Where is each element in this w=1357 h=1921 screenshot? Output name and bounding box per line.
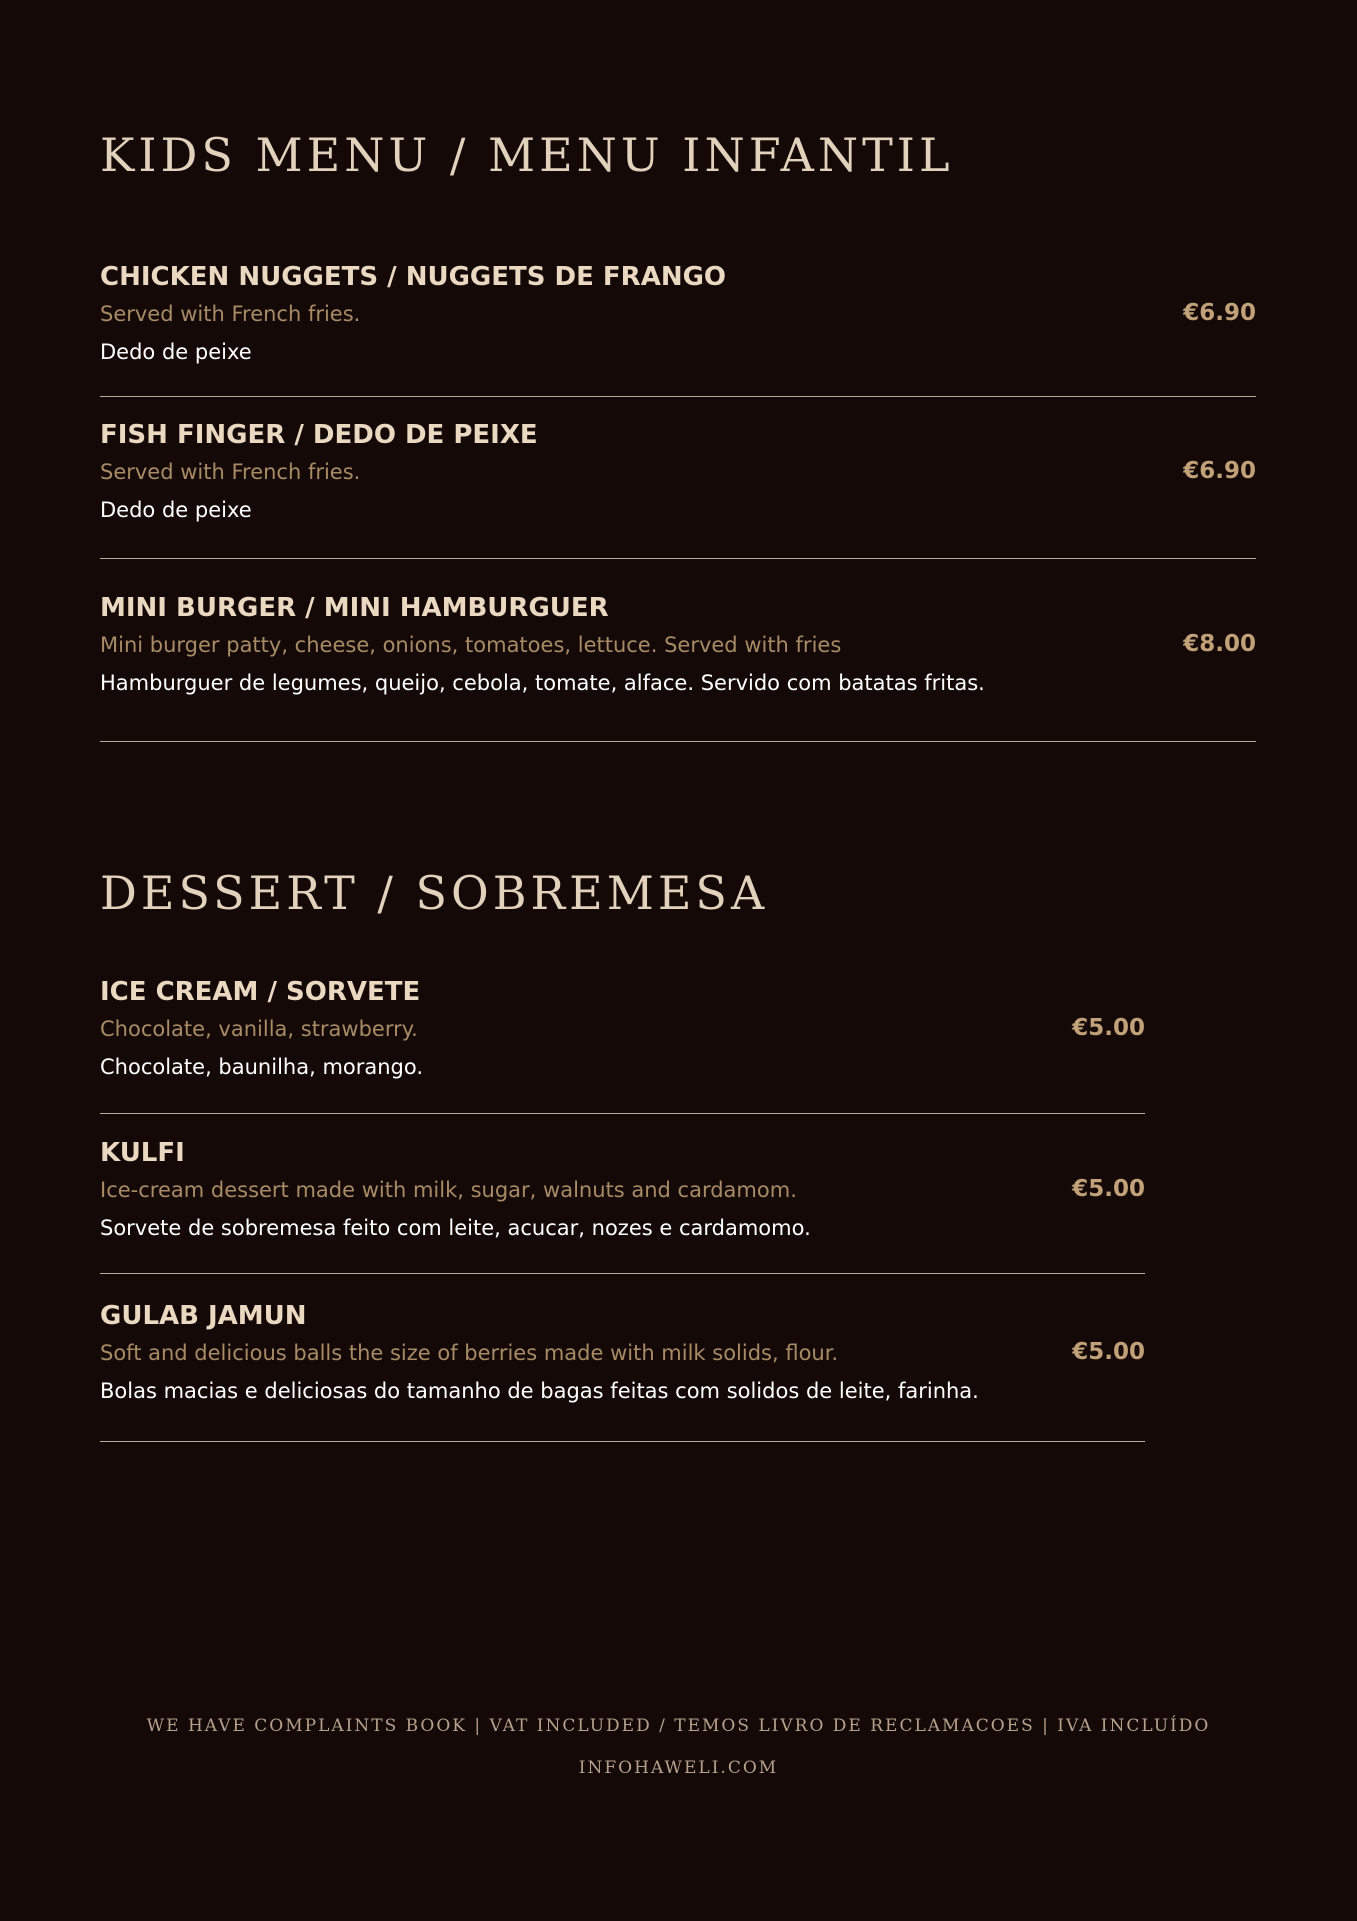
item-description-pt: Dedo de peixe bbox=[100, 340, 252, 364]
item-name: FISH FINGER / DEDO DE PEIXE bbox=[100, 420, 538, 450]
item-description-pt: Sorvete de sobremesa feito com leite, acucar, nozes e cardamomo. bbox=[100, 1216, 811, 1240]
item-name: CHICKEN NUGGETS / NUGGETS DE FRANGO bbox=[100, 262, 727, 292]
item-price: €5.00 bbox=[1072, 1339, 1145, 1365]
item-description-en: Soft and delicious balls the size of berries made with milk solids, flour. bbox=[100, 1341, 839, 1365]
menu-item-kulfi bbox=[100, 1138, 1145, 1274]
item-description-en: Ice-cream dessert made with milk, sugar, walnuts and cardamom. bbox=[100, 1178, 797, 1202]
item-name: ICE CREAM / SORVETE bbox=[100, 977, 421, 1007]
menu-item-fish-finger bbox=[100, 420, 1256, 559]
item-price: €5.00 bbox=[1072, 1176, 1145, 1202]
item-description-pt: Chocolate, baunilha, morango. bbox=[100, 1055, 424, 1079]
footer-contact: INFOHAWELI.COM bbox=[578, 1758, 779, 1778]
kids-menu-title: KIDS MENU / MENU INFANTIL bbox=[100, 128, 954, 182]
item-description-en: Chocolate, vanilla, strawberry. bbox=[100, 1017, 418, 1041]
item-name: GULAB JAMUN bbox=[100, 1301, 307, 1331]
menu-item-gulab-jamun bbox=[100, 1301, 1145, 1442]
item-price: €8.00 bbox=[1183, 631, 1256, 657]
item-name: KULFI bbox=[100, 1138, 185, 1168]
item-price: €6.90 bbox=[1183, 300, 1256, 326]
footer-notice: WE HAVE COMPLAINTS BOOK | VAT INCLUDED / TEMOS LIVRO DE RECLAMACOES | IVA INCLUÍDO bbox=[146, 1716, 1211, 1736]
item-description-pt: Dedo de peixe bbox=[100, 498, 252, 522]
item-description-pt: Hamburguer de legumes, queijo, cebola, tomate, alface. Servido com batatas fritas. bbox=[100, 671, 985, 695]
item-description-pt: Bolas macias e deliciosas do tamanho de bagas feitas com solidos de leite, farinha. bbox=[100, 1379, 979, 1403]
item-price: €6.90 bbox=[1183, 458, 1256, 484]
menu-item-ice-cream bbox=[100, 977, 1145, 1114]
item-description-en: Served with French fries. bbox=[100, 460, 361, 484]
menu-item-chicken-nuggets bbox=[100, 262, 1256, 397]
dessert-menu-title: DESSERT / SOBREMESA bbox=[100, 866, 769, 920]
item-description-en: Served with French fries. bbox=[100, 302, 361, 326]
menu-item-mini-burger bbox=[100, 593, 1256, 742]
item-description-en: Mini burger patty, cheese, onions, tomatoes, lettuce. Served with fries bbox=[100, 633, 842, 657]
item-name: MINI BURGER / MINI HAMBURGUER bbox=[100, 593, 609, 623]
item-price: €5.00 bbox=[1072, 1015, 1145, 1041]
